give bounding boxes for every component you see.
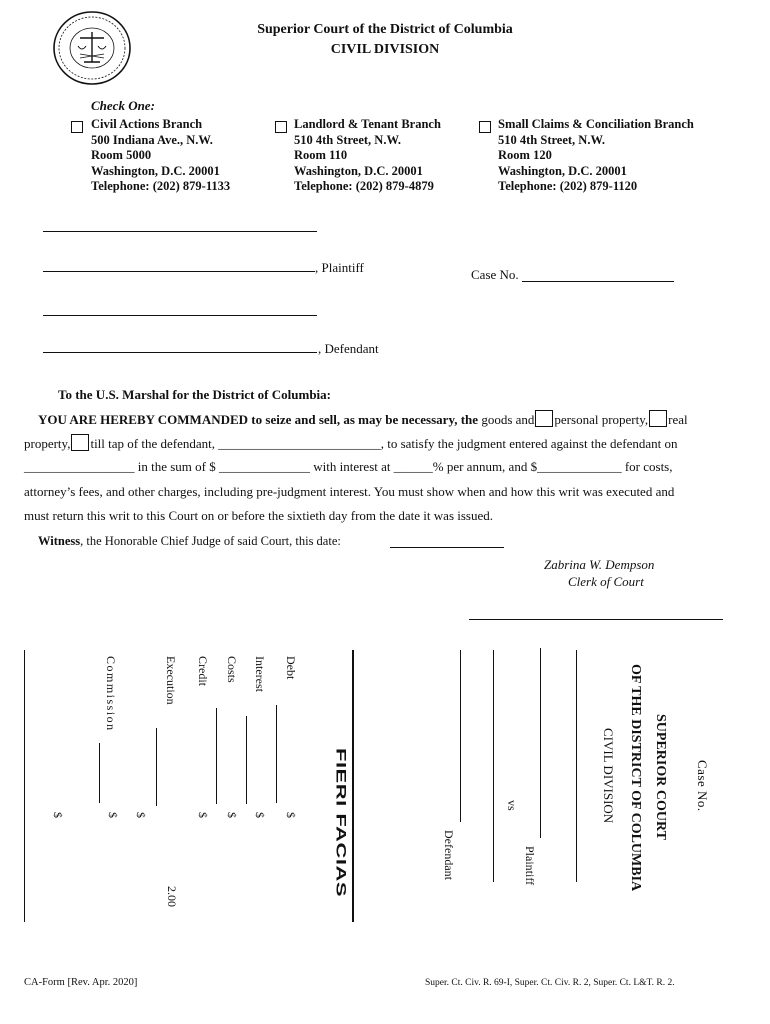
debt-dollar: $ [284, 812, 298, 818]
plaintiff-name-line-2[interactable] [43, 271, 315, 272]
back-defendant-line[interactable] [460, 650, 461, 822]
credit-label: Credit [196, 656, 210, 686]
back-case-caption-line[interactable] [576, 650, 577, 882]
execution-line[interactable] [156, 728, 157, 806]
to-marshal: To the U.S. Marshal for the District of Columbia: [58, 387, 331, 402]
execution-fee: 2.00 [165, 886, 179, 907]
interest-label: Interest [253, 656, 267, 692]
commission-dollar: $ [106, 812, 120, 818]
writ-line-1: YOU ARE HEREBY COMMANDED to seize and sell, as may be necessary, the goods and personal property, real [38, 412, 688, 427]
left-rule [24, 650, 25, 922]
branch-checkbox-civil-actions[interactable] [71, 120, 83, 138]
case-no-label: Case No. [471, 267, 519, 282]
interest-dollar: $ [253, 812, 267, 818]
defendant-name-line-2[interactable] [43, 352, 317, 353]
case-no-line[interactable] [522, 281, 674, 282]
commission-label: Commission [104, 656, 118, 732]
plaintiff-name-line-1[interactable] [43, 231, 317, 232]
fieri-facias-title: FIERI FACIAS [333, 748, 349, 898]
costs-label: Costs [225, 656, 239, 683]
back-case-line-2[interactable] [493, 650, 494, 882]
execution-label: Execution [164, 656, 178, 705]
back-plaintiff-line[interactable] [540, 648, 541, 838]
defendant-label: , Defendant [318, 341, 379, 356]
writ-line-3: _________________ in the sum of $ ______________ with interest at ______% per annum, and $_____________ for costs, [24, 459, 673, 474]
till-tap-checkbox[interactable] [71, 434, 89, 451]
back-defendant-label: Defendant [442, 830, 456, 880]
commission-line[interactable] [99, 743, 100, 803]
writ-line-2: property, till tap of the defendant, _________________________, to satisfy the judgment entered against the defendant on [24, 436, 678, 451]
branch-checkbox-small-claims[interactable] [479, 120, 491, 138]
court-title: Superior Court of the District of Columbia [257, 22, 513, 37]
back-case-no: Case No. [695, 760, 710, 812]
back-plaintiff-label: Plaintiff [523, 846, 537, 886]
back-district: OF THE DISTRICT OF COLUMBIA [628, 664, 643, 892]
witness-line: Witness, the Honorable Chief Judge of said Court, this date: [38, 534, 341, 548]
plaintiff-label: , Plaintiff [315, 260, 364, 275]
defendant-name-line-1[interactable] [43, 315, 317, 316]
back-division: CIVIL DIVISION [601, 728, 616, 824]
branch-small-claims: Small Claims & Conciliation Branch 510 4th Street, N.W. Room 120 Washington, D.C. 20001 Telephone: (202) 879-1120 [498, 117, 694, 193]
clerk-name: Zabrina W. Dempson [544, 557, 655, 572]
branch-checkbox-landlord-tenant[interactable] [275, 120, 287, 138]
writ-line-4: attorney’s fees, and other charges, including pre-judgment interest. You must show when and how this writ was executed and [24, 484, 675, 499]
branch-landlord-tenant: Landlord & Tenant Branch 510 4th Street, N.W. Room 110 Washington, D.C. 20001 Telephone: (202) 879-4879 [294, 117, 441, 193]
form-id: CA-Form [Rev. Apr. 2020] [24, 977, 138, 988]
costs-line[interactable] [216, 708, 217, 804]
total-dollar: $ [51, 812, 65, 818]
execution-dollar: $ [134, 812, 148, 818]
branch-civil-actions: Civil Actions Branch 500 Indiana Ave., N.W. Room 5000 Washington, D.C. 20001 Telephone: (202) 879-1133 [91, 117, 231, 193]
division-title: CIVIL DIVISION [330, 42, 440, 57]
debt-line[interactable] [276, 705, 277, 803]
costs-dollar: $ [225, 812, 239, 818]
back-vs-label: vs [505, 800, 519, 811]
witness-date-line[interactable] [390, 547, 504, 548]
credit-dollar: $ [196, 812, 210, 818]
real-property-checkbox[interactable] [649, 410, 667, 427]
interest-line[interactable] [246, 716, 247, 804]
personal-property-checkbox[interactable] [535, 410, 553, 427]
center-rule [352, 650, 354, 922]
check-one-label: Check One: [91, 98, 155, 113]
clerk-signature-line[interactable] [469, 619, 723, 620]
writ-line-5: must return this writ to this Court on or before the sixtieth day from the date it was issued. [24, 508, 494, 523]
debt-label: Debt [284, 656, 298, 680]
back-court: SUPERIOR COURT [653, 714, 668, 840]
clerk-title: Clerk of Court [568, 574, 644, 589]
rules-citation: Super. Ct. Civ. R. 69-I, Super. Ct. Civ. R. 2, Super. Ct. L&T. R. 2. [425, 978, 675, 988]
